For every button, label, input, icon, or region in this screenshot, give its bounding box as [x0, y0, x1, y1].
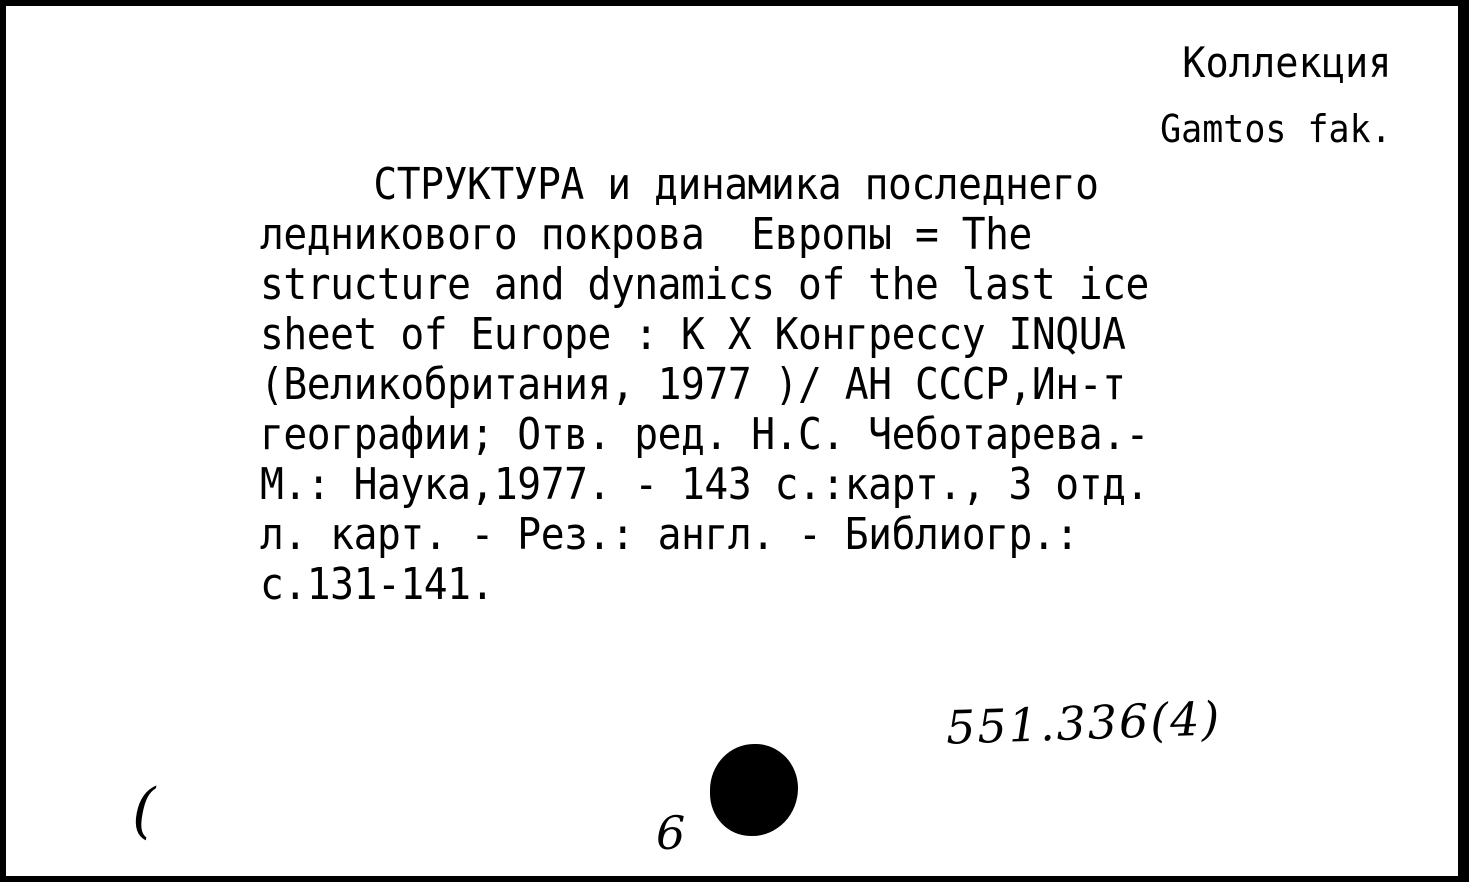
record-line-7: М.: Наука,1977. - 143 с.:карт., 3 отд. — [260, 459, 1149, 510]
record-line-5: (Великобритания, 1977 )/ АН СССР,Ин-т — [260, 359, 1126, 410]
record-line-6: географии; Отв. ред. Н.С. Чеботарева.- — [260, 409, 1149, 460]
bibliographic-record — [260, 160, 1430, 610]
record-line-8: л. карт. - Рез.: англ. - Библиогр.: — [260, 509, 1079, 560]
handwritten-parenthesis: ( — [132, 776, 156, 846]
punch-hole-icon — [710, 744, 798, 836]
record-line-9: с.131-141. — [260, 559, 494, 610]
record-line-3: structure and dynamics of the last ice — [260, 259, 1149, 310]
record-line-4: sheet of Europe : К X Конгрессу INQUA — [260, 309, 1126, 360]
handwritten-call-number: 551.336(4) — [945, 691, 1223, 755]
collection-label: Коллекция — [1182, 38, 1392, 87]
record-line-2: ледникового покрова Европы = The — [260, 209, 1032, 260]
catalog-card — [4, 4, 1460, 878]
record-line-1: СТРУКТУРА и динамика последнего — [373, 159, 1099, 210]
collection-name: Gamtos fak. — [1160, 107, 1392, 151]
handwritten-number: 6 — [656, 806, 686, 860]
